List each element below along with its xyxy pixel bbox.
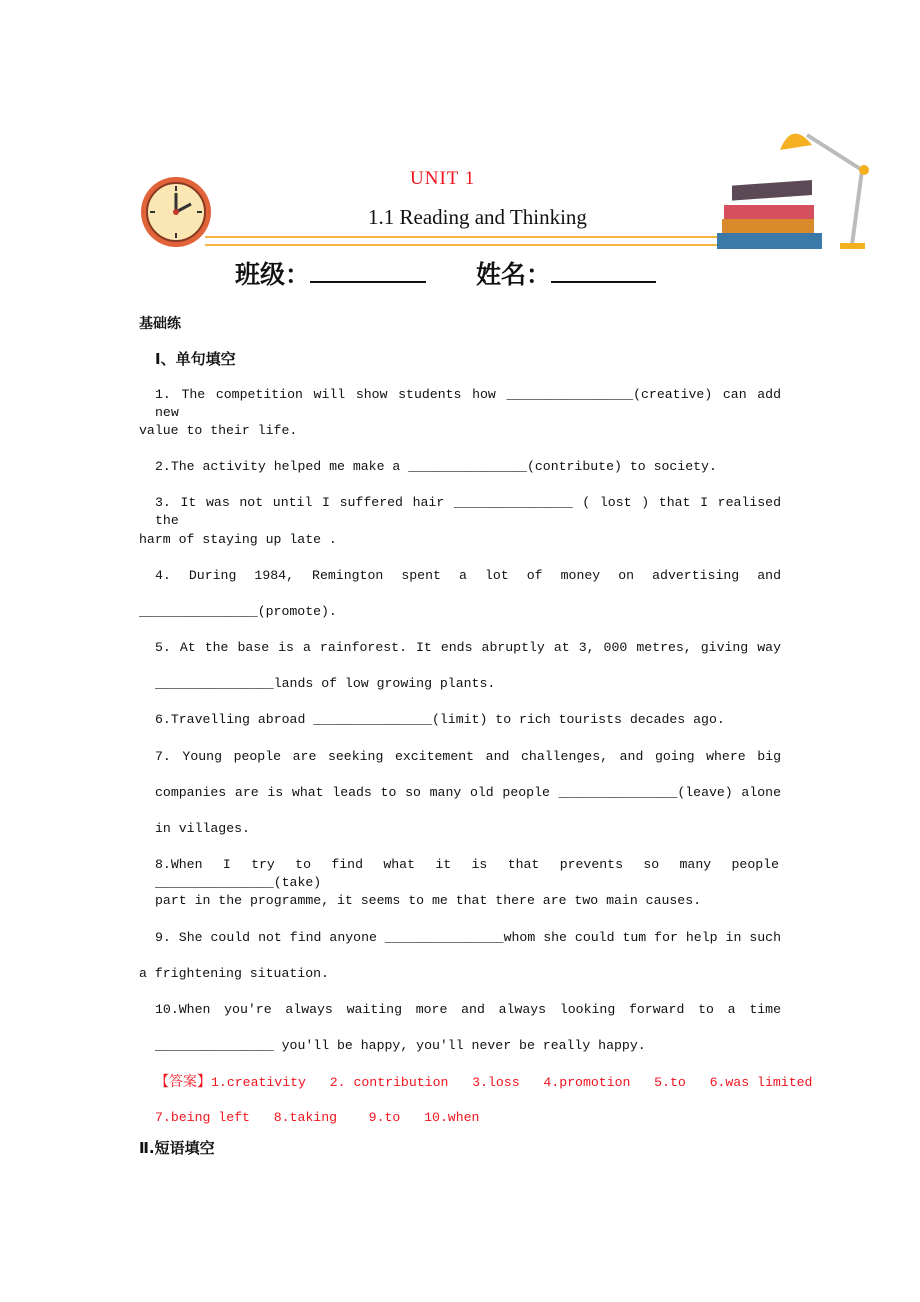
header-divider [205,236,720,246]
question-line: _______________lands of low growing plants. [155,676,496,691]
part1-title: Ⅰ、单句填空 [155,350,236,368]
question-line: 2.The activity helped me make a _______________(contribute) to society. [155,459,717,474]
question-line: part in the programme, it seems to me that there are two main causes. [155,893,702,908]
answer-text: 1.creativity 2. contribution 3.loss 4.promotion 5.to 6.was limited [211,1075,813,1090]
question-line: a frightening situation. [139,966,329,981]
question-line: 10.When you're always waiting more and always looking forward to a time [155,1002,781,1017]
answer-label: 【答案】 [155,1074,211,1090]
question-line: 4. During 1984, Remington spent a lot of money on advertising and [155,568,781,583]
answer-line: 7.being left 8.taking 9.to 10.when [155,1110,480,1125]
clock-icon [139,175,213,249]
question-line: 1. The competition will show students how ________________(creative) can add new [155,387,781,420]
question-line: _______________ you'll be happy, you'll never be really happy. [155,1038,646,1053]
question-line: _______________(promote). [139,604,337,619]
question-line: in villages. [155,821,250,836]
class-label: 班级： [235,260,311,289]
name-field[interactable] [476,255,656,291]
question-line: 5. At the base is a rainforest. It ends abruptly at 3, 000 metres, giving way [155,640,781,655]
books-lamp-icon [712,115,877,255]
lesson-subtitle: 1.1 Reading and Thinking [368,205,587,229]
question-line: 8.When I try to find what it is that prevents so many people _______________(take) [155,857,779,890]
question-line: value to their life. [139,423,298,438]
name-label: 姓名： [476,260,552,289]
question-line: harm of staying up late . [139,532,337,547]
class-field[interactable] [235,255,426,291]
question-line: companies are is what leads to so many old people _______________(leave) alone [155,785,781,800]
answer-line [155,1073,812,1092]
question-line: 3. It was not until I suffered hair _______________ ( lost ) that I realised the [155,495,781,528]
unit-title: UNIT 1 [410,168,476,189]
question-line: 6.Travelling abroad _______________(limit) to rich tourists decades ago. [155,712,725,727]
question-line: 7. Young people are seeking excitement and challenges, and going where big [155,749,781,764]
question-line: 9. She could not find anyone _______________whom she could tum for help in such [155,930,781,945]
section-basic: 基础练 [139,316,181,332]
part2-title: Ⅱ.短语填空 [139,1139,215,1157]
